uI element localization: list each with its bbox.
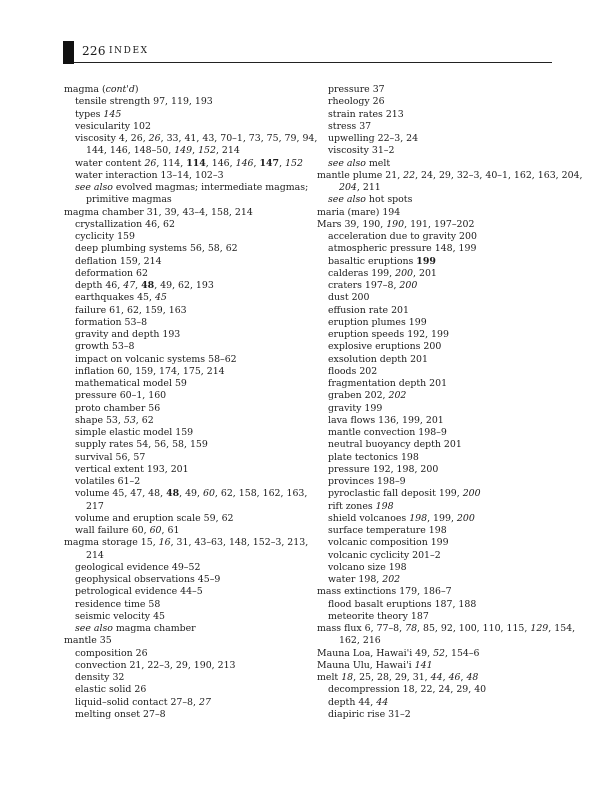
index-subentry bbox=[64, 513, 298, 525]
index-text-run: melting onset 27–8 bbox=[75, 708, 166, 720]
index-text-run: pressure 60–1, 160 bbox=[75, 390, 167, 402]
index-text-run: magma chamber bbox=[112, 623, 196, 634]
index-text-run: acceleration due to gravity 200 bbox=[328, 231, 477, 242]
index-subentry bbox=[64, 378, 298, 390]
index-subentry bbox=[317, 599, 557, 611]
index-text-run: water content bbox=[75, 157, 145, 169]
index-text-run: convection 21, 22–3, 29, 190, 213 bbox=[75, 659, 236, 671]
index-text-run: maria (mare) 194 bbox=[317, 206, 401, 218]
index-text-run: rheology 26 bbox=[328, 96, 385, 108]
index-text-run: Mauna Ulu, Hawai'i bbox=[317, 659, 415, 671]
index-subentry bbox=[317, 378, 557, 390]
index-text-run: supply rates 54, 56, 58, 159 bbox=[75, 439, 208, 451]
index-subentry bbox=[317, 452, 557, 464]
index-text-run: , bbox=[442, 672, 449, 683]
index-text-run: 129 bbox=[530, 623, 549, 634]
index-subentry bbox=[64, 366, 298, 378]
index-text-run: dust 200 bbox=[328, 292, 370, 304]
index-text-run: geological evidence 49–52 bbox=[75, 561, 201, 573]
index-text-run: composition 26 bbox=[75, 647, 148, 659]
index-subentry bbox=[64, 697, 298, 709]
index-text-run: 147 bbox=[259, 157, 280, 169]
index-text-run: cont'd bbox=[105, 84, 135, 95]
index-text-run: geophysical observations 45–9 bbox=[75, 574, 221, 585]
index-continuation bbox=[64, 145, 298, 157]
index-text-run: , 191, 197–202 bbox=[404, 218, 475, 230]
index-subentry bbox=[317, 341, 557, 353]
index-subentry bbox=[64, 231, 298, 243]
index-text-run: 162, 216 bbox=[339, 635, 381, 647]
index-subentry bbox=[64, 623, 298, 635]
index-text-run: 46 bbox=[448, 672, 461, 683]
index-text-run: , 49, 62, 193 bbox=[154, 280, 214, 291]
index-text-run: 44 bbox=[430, 672, 443, 683]
index-text-run: mantle convection 198–9 bbox=[328, 427, 447, 438]
index-subentry bbox=[317, 268, 557, 280]
index-text-run: deflation 159, 214 bbox=[75, 255, 162, 267]
index-text-run: , 154, bbox=[548, 623, 576, 634]
index-text-run: residence time 58 bbox=[75, 598, 161, 610]
index-column-right bbox=[317, 84, 583, 721]
index-text-run: Mauna Loa, Hawai'i 49, bbox=[317, 647, 434, 659]
index-text-run: deformation 62 bbox=[75, 267, 148, 279]
index-text-run: water interaction 13–14, 102–3 bbox=[75, 169, 224, 181]
index-subentry bbox=[64, 157, 303, 170]
index-text-run: meteorite theory 187 bbox=[328, 610, 429, 622]
index-subentry bbox=[317, 697, 557, 709]
index-text-run: 48 bbox=[141, 280, 155, 291]
index-heading bbox=[317, 207, 557, 219]
index-subentry bbox=[64, 133, 318, 145]
index-text-run: see also bbox=[75, 623, 113, 634]
index-subentry bbox=[317, 231, 557, 243]
index-text-run: rift zones bbox=[328, 500, 376, 512]
index-subentry bbox=[64, 452, 298, 464]
index-subentry bbox=[317, 427, 557, 439]
index-subentry bbox=[317, 513, 557, 525]
index-continuation bbox=[317, 182, 557, 194]
index-subentry bbox=[317, 415, 557, 427]
index-subentry bbox=[317, 684, 557, 696]
index-continuation bbox=[64, 550, 298, 562]
index-text-run: , bbox=[192, 145, 199, 157]
index-subentry bbox=[317, 84, 557, 96]
index-text-run: 198 bbox=[409, 512, 428, 524]
index-text-run: mantle plume 21, bbox=[317, 169, 404, 181]
index-text-run: 199 bbox=[416, 255, 436, 267]
index-text-run: 200 bbox=[456, 512, 475, 524]
index-text-run: mass flux 6, 77–8, bbox=[317, 623, 406, 634]
index-subentry bbox=[64, 476, 298, 488]
index-text-run: provinces 198–9 bbox=[328, 476, 406, 487]
index-text-run: 45 bbox=[154, 292, 167, 304]
index-subentry bbox=[317, 292, 557, 304]
index-subentry bbox=[317, 476, 557, 488]
index-subentry bbox=[64, 525, 298, 537]
index-text-run: , bbox=[460, 672, 467, 683]
index-text-run: volume and eruption scale 59, 62 bbox=[75, 512, 234, 524]
index-text-run: types bbox=[75, 108, 104, 120]
index-text-run: decompression 18, 22, 24, 29, 40 bbox=[328, 684, 487, 696]
index-text-run: 144, 146, 148–50, bbox=[86, 145, 175, 157]
index-text-run: elastic solid 26 bbox=[75, 684, 147, 696]
index-subentry bbox=[64, 574, 298, 586]
index-subentry bbox=[64, 341, 298, 353]
index-text-run: 214 bbox=[86, 549, 104, 561]
index-text-run: effusion rate 201 bbox=[328, 304, 409, 316]
index-heading bbox=[317, 648, 557, 660]
index-text-run: shape 53, bbox=[75, 414, 124, 426]
index-subentry bbox=[64, 403, 298, 415]
index-text-run: 198 bbox=[375, 500, 394, 512]
index-subentry bbox=[317, 305, 557, 317]
index-text-run: see also bbox=[75, 182, 113, 193]
index-text-run: 202 bbox=[388, 390, 407, 402]
index-text-run: 60 bbox=[202, 488, 215, 500]
index-subentry bbox=[64, 464, 298, 476]
index-subentry bbox=[64, 488, 308, 500]
index-text-run: eruption plumes 199 bbox=[328, 316, 427, 328]
index-text-run: survival 56, 57 bbox=[75, 451, 146, 463]
index-text-run: neutral buoyancy depth 201 bbox=[328, 439, 462, 451]
index-text-run: , 24, 29, 32–3, 40–1, 162, 163, 204, bbox=[415, 169, 583, 181]
index-subentry bbox=[317, 439, 557, 451]
index-text-run: 217 bbox=[86, 500, 104, 512]
index-text-run: pressure 192, 198, 200 bbox=[328, 463, 439, 475]
index-text-run: impact on volcanic systems 58–62 bbox=[75, 353, 237, 365]
index-text-run: 145 bbox=[103, 108, 122, 120]
index-text-run: 26 bbox=[144, 157, 157, 169]
index-text-run: magma ( bbox=[64, 84, 106, 95]
index-text-run: crystallization 46, 62 bbox=[75, 218, 175, 230]
index-text-run: upwelling 22–3, 24 bbox=[328, 133, 419, 144]
header-rule bbox=[74, 62, 552, 63]
index-heading bbox=[64, 207, 298, 219]
index-subentry bbox=[317, 194, 557, 206]
index-subentry bbox=[64, 182, 309, 194]
index-text-run: petrological evidence 44–5 bbox=[75, 586, 203, 598]
index-heading bbox=[317, 169, 583, 182]
index-subentry bbox=[317, 390, 557, 402]
index-text-run: 146 bbox=[235, 157, 254, 169]
index-text-run: volcanic composition 199 bbox=[328, 537, 449, 549]
index-subentry bbox=[64, 170, 298, 182]
index-text-run: mass extinctions 179, 186–7 bbox=[317, 586, 452, 598]
index-text-run: explosive eruptions 200 bbox=[328, 341, 442, 353]
index-text-run: see also bbox=[328, 157, 366, 169]
index-subentry bbox=[317, 611, 557, 623]
index-subentry bbox=[64, 648, 298, 660]
index-text-run: 78 bbox=[405, 623, 418, 634]
index-subentry bbox=[64, 672, 298, 684]
index-text-run: 152 bbox=[285, 157, 303, 169]
index-subentry bbox=[64, 390, 298, 402]
index-heading bbox=[317, 586, 557, 598]
index-text-run: mathematical model 59 bbox=[75, 378, 187, 389]
index-text-run: flood basalt eruptions 187, 188 bbox=[328, 598, 477, 610]
index-subentry bbox=[64, 354, 298, 366]
index-text-run: seismic velocity 45 bbox=[75, 610, 165, 622]
index-text-run: eruption speeds 192, 199 bbox=[328, 329, 449, 340]
index-text-run: , 49, bbox=[179, 488, 203, 500]
section-label: INDEX bbox=[109, 46, 149, 56]
index-text-run: depth 46, bbox=[75, 280, 124, 291]
index-text-run: cyclicity 159 bbox=[75, 231, 135, 242]
index-text-run: , 146, bbox=[205, 157, 236, 169]
index-text-run: 152 bbox=[198, 145, 216, 157]
index-text-run: liquid–solid contact 27–8, bbox=[75, 696, 199, 708]
index-text-run: , bbox=[279, 157, 286, 169]
index-text-run: 48 bbox=[466, 672, 479, 683]
index-text-run: fragmentation depth 201 bbox=[328, 378, 448, 389]
index-text-run: 26 bbox=[148, 133, 161, 144]
index-subentry bbox=[64, 684, 298, 696]
index-text-run: basaltic eruptions bbox=[328, 255, 417, 267]
index-subentry bbox=[317, 256, 557, 268]
index-subentry bbox=[317, 354, 557, 366]
index-text-run: 48 bbox=[166, 488, 180, 500]
index-subentry bbox=[317, 96, 557, 108]
index-subentry bbox=[317, 501, 557, 513]
index-subentry bbox=[64, 121, 298, 133]
index-text-run: magma chamber 31, 39, 43–4, 158, 214 bbox=[64, 206, 253, 218]
index-text-run: , 31, 43–63, 148, 152–3, 213, bbox=[170, 537, 309, 549]
page-number: 226 bbox=[82, 44, 106, 58]
index-text-run: Mars 39, 190, bbox=[317, 218, 387, 230]
index-text-run: 204 bbox=[339, 182, 357, 193]
index-subentry bbox=[317, 550, 557, 562]
index-text-run: 190 bbox=[386, 218, 405, 230]
index-subentry bbox=[64, 439, 298, 451]
index-text-run: strain rates 213 bbox=[328, 108, 404, 120]
index-subentry bbox=[317, 145, 557, 157]
index-subentry bbox=[64, 280, 298, 292]
index-text-run: viscosity 4, 26, bbox=[75, 133, 149, 144]
index-text-run: primitive magmas bbox=[86, 194, 172, 206]
index-subentry bbox=[64, 599, 298, 611]
index-text-run: pyroclastic fall deposit 199, bbox=[328, 488, 463, 500]
index-text-run: 16 bbox=[158, 537, 171, 549]
index-text-run: inflation 60, 159, 174, 175, 214 bbox=[75, 365, 225, 377]
index-subentry bbox=[64, 109, 298, 121]
index-subentry bbox=[317, 280, 557, 292]
index-subentry bbox=[317, 109, 557, 121]
index-text-run: hot spots bbox=[365, 194, 413, 206]
index-column-left bbox=[64, 84, 318, 721]
index-text-run: , 211 bbox=[356, 182, 381, 193]
index-subentry bbox=[317, 464, 557, 476]
index-text-run: , 25, 28, 29, 31, bbox=[353, 672, 431, 683]
index-text-run: 53 bbox=[123, 414, 136, 426]
index-subentry bbox=[64, 317, 298, 329]
index-subentry bbox=[317, 133, 557, 145]
index-text-run: pressure 37 bbox=[328, 84, 385, 95]
index-heading bbox=[317, 672, 557, 684]
index-text-run: melt bbox=[365, 157, 391, 169]
index-text-run: melt bbox=[317, 672, 342, 683]
index-text-run: 141 bbox=[414, 659, 433, 671]
index-text-run: volume 45, 47, 48, bbox=[75, 488, 167, 500]
index-continuation bbox=[64, 194, 298, 206]
index-subentry bbox=[64, 219, 298, 231]
index-subentry bbox=[317, 525, 557, 537]
index-text-run: , 33, 41, 43, 70–1, 73, 75, 79, 94, bbox=[160, 133, 318, 144]
index-text-run: diapiric rise 31–2 bbox=[328, 708, 411, 720]
index-subentry bbox=[317, 488, 557, 500]
index-text-run: 149 bbox=[174, 145, 193, 157]
index-subentry bbox=[317, 121, 557, 133]
index-text-run: magma storage 15, bbox=[64, 537, 159, 549]
index-subentry bbox=[64, 660, 298, 672]
index-text-run: volcano size 198 bbox=[328, 561, 407, 573]
index-text-run: atmospheric pressure 148, 199 bbox=[328, 243, 477, 255]
index-subentry bbox=[317, 317, 557, 329]
index-subentry bbox=[64, 415, 298, 427]
index-text-run: evolved magmas; intermediate magmas; bbox=[112, 182, 309, 193]
index-text-run: craters 197–8, bbox=[328, 280, 400, 291]
index-text-run: 200 bbox=[399, 280, 418, 291]
index-continuation bbox=[64, 501, 298, 513]
index-subentry bbox=[64, 709, 298, 721]
index-subentry bbox=[317, 537, 557, 549]
index-text-run: volcanic cyclicity 201–2 bbox=[328, 549, 441, 561]
index-subentry bbox=[64, 96, 298, 108]
index-text-run: proto chamber 56 bbox=[75, 402, 161, 414]
index-text-run: , bbox=[135, 280, 142, 291]
index-text-run: , 114, bbox=[156, 157, 187, 169]
index-subentry bbox=[64, 562, 298, 574]
index-text-run: 200 bbox=[462, 488, 481, 500]
index-text-run: volatiles 61–2 bbox=[75, 476, 141, 487]
index-text-run: deep plumbing systems 56, 58, 62 bbox=[75, 243, 238, 255]
index-text-run: vertical extent 193, 201 bbox=[75, 463, 189, 475]
index-text-run: graben 202, bbox=[328, 390, 389, 402]
index-text-run: shield volcanoes bbox=[328, 512, 410, 524]
index-text-run: , 62, 158, 162, 163, bbox=[214, 488, 308, 500]
index-text-run: growth 53–8 bbox=[75, 341, 135, 353]
header-marker-bar bbox=[63, 41, 74, 64]
index-subentry bbox=[64, 305, 298, 317]
index-text-run: water 198, bbox=[328, 574, 383, 585]
index-text-run: , 61 bbox=[161, 525, 180, 536]
index-subentry bbox=[317, 574, 557, 586]
index-heading bbox=[64, 84, 298, 96]
index-text-run: lava flows 136, 199, 201 bbox=[328, 414, 444, 426]
index-text-run: failure 61, 62, 159, 163 bbox=[75, 304, 187, 316]
index-text-run: 47 bbox=[123, 280, 136, 291]
index-text-run: stress 37 bbox=[328, 120, 372, 132]
index-text-run: simple elastic model 159 bbox=[75, 427, 194, 438]
index-subentry bbox=[64, 243, 298, 255]
index-subentry bbox=[317, 366, 557, 378]
index-text-run: tensile strength 97, 119, 193 bbox=[75, 96, 213, 108]
index-subentry bbox=[64, 329, 298, 341]
index-text-run: , bbox=[253, 157, 260, 169]
index-text-run: exsolution depth 201 bbox=[328, 353, 428, 365]
index-text-run: gravity 199 bbox=[328, 402, 383, 414]
index-text-run: density 32 bbox=[75, 672, 125, 683]
index-text-run: , 201 bbox=[413, 267, 437, 279]
index-subentry bbox=[64, 256, 298, 268]
index-text-run: formation 53–8 bbox=[75, 316, 148, 328]
index-heading bbox=[64, 537, 309, 549]
index-text-run: calderas 199, bbox=[328, 267, 396, 279]
index-subentry bbox=[64, 586, 298, 598]
index-text-run: 114 bbox=[186, 157, 206, 169]
index-heading bbox=[317, 623, 576, 635]
index-heading bbox=[317, 660, 557, 672]
index-subentry bbox=[64, 268, 298, 280]
index-text-run: 27 bbox=[199, 696, 211, 708]
index-text-run: surface temperature 198 bbox=[328, 525, 447, 536]
index-text-run: , 85, 92, 100, 110, 115, bbox=[417, 623, 531, 634]
index-heading bbox=[317, 219, 557, 231]
index-text-run: 22 bbox=[403, 169, 416, 181]
index-text-run: plate tectonics 198 bbox=[328, 451, 419, 463]
index-text-run: , 62 bbox=[135, 414, 154, 426]
index-subentry bbox=[64, 611, 298, 623]
index-subentry bbox=[317, 709, 557, 721]
index-subentry bbox=[64, 427, 298, 439]
index-text-run: ) bbox=[134, 84, 139, 95]
index-subentry bbox=[317, 243, 557, 255]
index-text-run: earthquakes 45, bbox=[75, 292, 155, 304]
index-text-run: viscosity 31–2 bbox=[328, 145, 395, 157]
index-text-run: 18 bbox=[341, 672, 354, 683]
index-subentry bbox=[317, 329, 557, 341]
index-text-run: 200 bbox=[395, 267, 414, 279]
index-continuation bbox=[317, 635, 557, 647]
index-text-run: floods 202 bbox=[328, 365, 378, 377]
index-text-run: mantle 35 bbox=[64, 635, 112, 647]
index-subentry bbox=[317, 562, 557, 574]
index-text-run: , 214 bbox=[215, 145, 240, 157]
index-text-run: 60 bbox=[149, 525, 162, 536]
index-text-run: wall failure 60, bbox=[75, 525, 150, 536]
index-heading bbox=[64, 635, 298, 647]
index-text-run: , 154–6 bbox=[445, 647, 480, 659]
index-text-run: 52 bbox=[433, 647, 446, 659]
index-text-run: , 199, bbox=[427, 512, 457, 524]
index-subentry bbox=[317, 403, 557, 415]
index-text-run: depth 44, bbox=[328, 696, 377, 708]
index-text-run: 44 bbox=[376, 696, 389, 708]
index-text-run: vesicularity 102 bbox=[75, 120, 151, 132]
index-subentry bbox=[64, 292, 298, 304]
index-text-run: gravity and depth 193 bbox=[75, 329, 181, 340]
index-text-run: see also bbox=[328, 194, 366, 206]
index-subentry bbox=[317, 158, 557, 170]
index-text-run: 202 bbox=[382, 574, 401, 585]
